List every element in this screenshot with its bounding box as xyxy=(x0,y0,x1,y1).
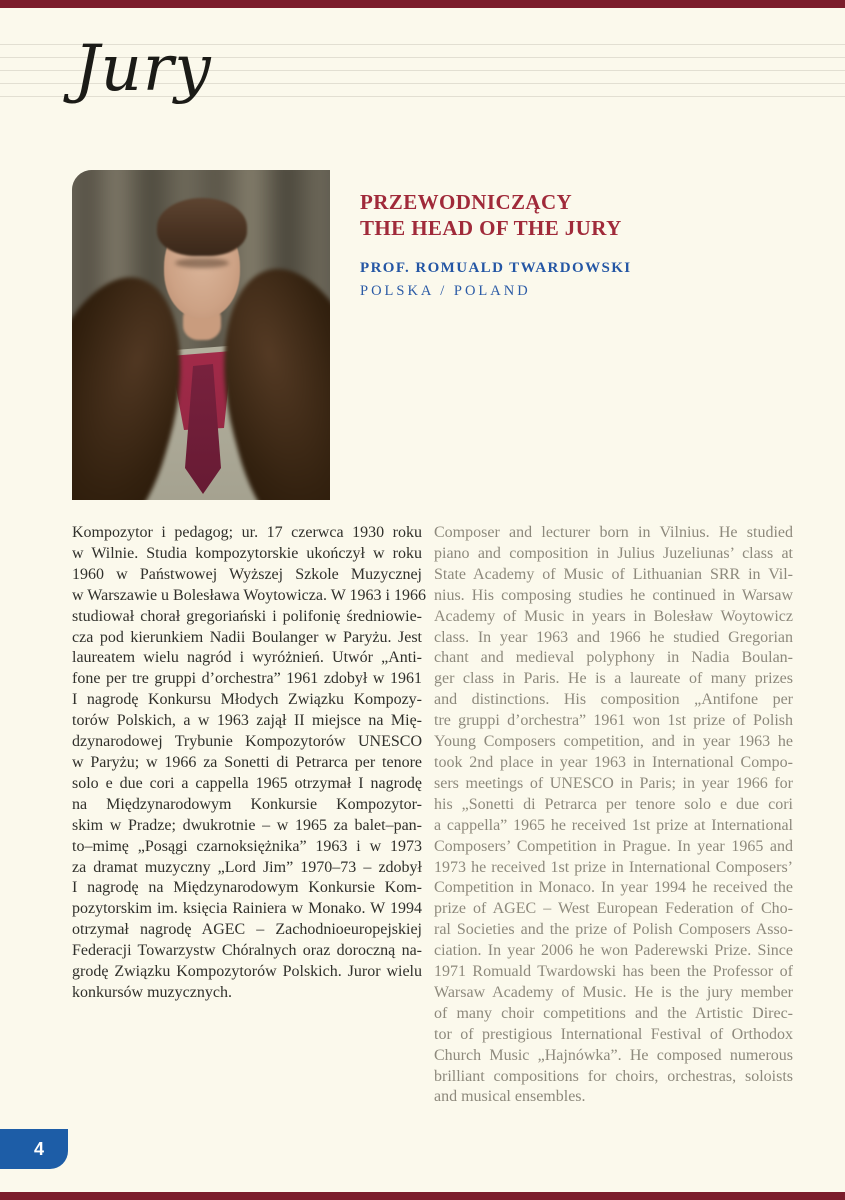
bio-line: 1960 w Państwowej Wyższej Szkole Muzycznej xyxy=(72,565,422,583)
role-heading-pl: PRZEWODNICZĄCY xyxy=(360,190,573,214)
bio-line: to–mimę „Posągi czarnoksiężnika” 1963 i w 1973 xyxy=(72,837,422,855)
bio-line: of many choir competitions and the Artistic Direc- xyxy=(434,1004,793,1022)
portrait-photo xyxy=(72,170,330,500)
brow-shadow xyxy=(175,258,229,268)
bio-line: ciation. In year 2006 he won Paderewski Prize. Since xyxy=(434,942,793,960)
bio-line: 1973 he received 1st prize in International Composers’ xyxy=(434,858,793,876)
bio-line: studiował chorał gregoriański i polifonię średniowie- xyxy=(72,607,422,625)
bio-line: cza pod kierunkiem Nadii Boulanger w Paryżu. Jest xyxy=(72,628,422,646)
bio-line: za dramat muzyczny „Lord Jim” 1970–73 – zdobył xyxy=(72,858,422,876)
bio-line: Young Composers competition, and in year 1963 he xyxy=(434,733,793,751)
bio-line: 1971 Romuald Twardowski has been the Professor of xyxy=(434,963,793,981)
bio-line: fone per tre gruppi d’orchestra” 1961 zdobył w 1961 xyxy=(72,670,422,688)
bio-line: Warsaw Academy of Music. He is the jury member xyxy=(434,983,793,1001)
bio-line: class. In year 1963 and 1966 he studied Gregorian xyxy=(434,628,793,646)
bio-line: tor of prestigious International Festival of Orthodox xyxy=(434,1025,793,1043)
bio-line: dzynarodowej Trybunie Kompozytorów UNESCO xyxy=(72,733,422,751)
bio-line: took 2nd place in year 1963 in International Compo- xyxy=(434,753,793,771)
bio-line: Academy of Music in years in Bolesław Woytowicz xyxy=(434,607,793,625)
bio-line: otrzymał nagrodę AGEC – Zachodnioeuropejskiej xyxy=(72,921,422,939)
bio-line: prize of AGEC – West European Federation of Cho- xyxy=(434,900,793,918)
bio-line: I nagrodę Konkursu Młodych Związku Kompozy- xyxy=(72,691,422,709)
bio-line: grodę Związku Kompozytorów Polskich. Juror wielu xyxy=(72,963,422,981)
bio-line: a cappella” 1965 he received 1st prize at International xyxy=(434,816,793,834)
bio-english xyxy=(434,523,793,1108)
bio-line: w Wilnie. Studia kompozytorskie ukończył w roku xyxy=(72,544,422,562)
page-number-badge xyxy=(0,1129,68,1169)
country-label: POLSKA / POLAND xyxy=(360,283,531,299)
top-edge-bar xyxy=(0,0,845,8)
bio-line: piano and composition in Julius Juzeliunas’ class at xyxy=(434,544,793,562)
role-heading-en: THE HEAD OF THE JURY xyxy=(360,216,622,240)
bio-line: Kompozytor i pedagog; ur. 17 czerwca 1930 roku xyxy=(72,524,422,541)
bio-line: brilliant compositions for choirs, orchestras, soloists xyxy=(434,1067,793,1085)
bio-line: and distinctions. His composition „Antifone per xyxy=(434,691,793,709)
bio-line: torów Polskich, a w 1963 zajął II miejsce na Mię- xyxy=(72,712,422,730)
role-heading xyxy=(360,189,622,241)
page-title: Jury xyxy=(74,32,212,106)
bio-line: Composer and lecturer born in Vilnius. He studied xyxy=(434,524,793,541)
bio-line: konkursów muzycznych. xyxy=(72,983,232,1001)
bio-line: w Warszawie u Bolesława Woytowicza. W 1963 i 1966 xyxy=(72,586,426,604)
bio-line: his „Sonetti di Petrarca per tenore solo e due cori xyxy=(434,795,793,813)
bio-line: solo e due cori a cappella 1965 otrzymał I nagrodę xyxy=(72,774,422,792)
bio-line: pozytorskim im. księcia Rainiera w Monako. W 1994 xyxy=(72,900,422,918)
bio-line: laureatem wielu nagród i wyróżnień. Utwór „Anti- xyxy=(72,649,422,667)
bio-line: Composers’ Competition in Prague. In year 1965 and xyxy=(434,837,793,855)
bio-line: skim w Pradze; dwukrotnie – w 1965 za balet–pan- xyxy=(72,816,422,834)
bottom-edge-bar xyxy=(0,1192,845,1200)
page-number: 4 xyxy=(33,1139,44,1159)
hair xyxy=(157,198,247,256)
bio-line: State Academy of Music of Lithuanian SRR in Vil- xyxy=(434,565,793,583)
bio-line: ral Societies and the prize of Polish Composers Asso- xyxy=(434,921,793,939)
bio-line: tre gruppi d’orchestra” 1961 won 1st prize of Polish xyxy=(434,712,793,730)
bio-line: Church Music „Hajnówka”. He composed numerous xyxy=(434,1046,793,1064)
bio-line: na Międzynarodowym Konkursie Kompozytor- xyxy=(72,795,422,813)
bio-line: sers meetings of UNESCO in Paris; in year 1966 for xyxy=(434,774,793,792)
bio-line: Competition in Monaco. In year 1994 he received the xyxy=(434,879,793,897)
juror-name: PROF. ROMUALD TWARDOWSKI xyxy=(360,260,632,276)
bio-line: nius. His composing studies he continued in Warsaw xyxy=(434,586,793,604)
bio-polish xyxy=(72,523,426,1004)
bio-line: I nagrodę na Międzynarodowym Konkursie Kom- xyxy=(72,879,422,897)
bio-line: ger class in Paris. He is a laureate of many prizes xyxy=(434,670,793,688)
bio-line: Federacji Towarzystw Chóralnych oraz doroczną na- xyxy=(72,942,422,960)
bio-line: chant and medieval polyphony in Nadia Boulan- xyxy=(434,649,793,667)
bio-line: w Paryżu; w 1966 za Sonetti di Petrarca per tenore xyxy=(72,753,422,771)
bio-line: and musical ensembles. xyxy=(434,1088,586,1106)
